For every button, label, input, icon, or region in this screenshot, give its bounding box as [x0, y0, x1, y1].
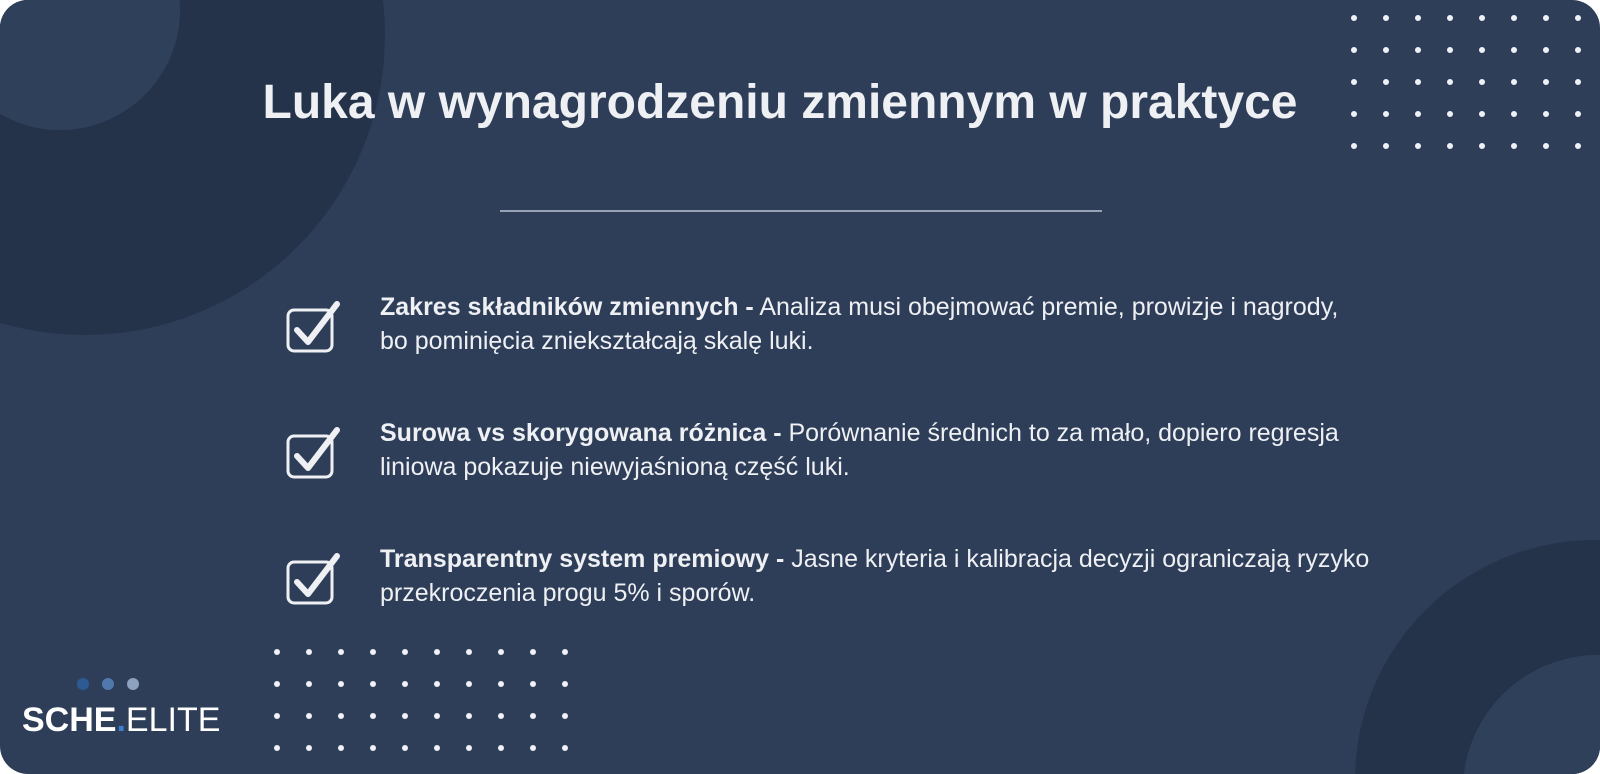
- decor-dot: [530, 745, 536, 751]
- checklist-item-description: Jasne kryteria i kalibracja decyzji ograniczają ryzyko przekroczenia progu 5% i sporów.: [380, 545, 1370, 607]
- decor-dot: [274, 745, 280, 751]
- checklist-item-text: [380, 416, 1370, 484]
- decor-dot: [1415, 111, 1421, 117]
- checklist-item: [285, 290, 1365, 416]
- decor-dot: [434, 745, 440, 751]
- decor-dot: [1575, 47, 1581, 53]
- decor-dot: [1351, 111, 1357, 117]
- decor-dot: [1543, 47, 1549, 53]
- decor-dot: [498, 745, 504, 751]
- decor-dot: [1543, 143, 1549, 149]
- decor-dot: [402, 745, 408, 751]
- title-divider: [500, 210, 1102, 212]
- decor-dot: [1543, 111, 1549, 117]
- decor-dot: [1479, 79, 1485, 85]
- decor-dot: [1415, 15, 1421, 21]
- checklist-item: [285, 416, 1365, 542]
- decor-dot: [274, 713, 280, 719]
- decor-dot: [1575, 143, 1581, 149]
- page-title: Luka w wynagrodzeniu zmiennym w praktyce: [262, 76, 1298, 129]
- decor-dot: [1575, 15, 1581, 21]
- checkbox-checked-icon: [285, 424, 343, 482]
- logo-part-1: SCHE: [22, 701, 117, 739]
- decor-dot: [1383, 143, 1389, 149]
- decor-dot: [1479, 111, 1485, 117]
- decor-dot: [1479, 47, 1485, 53]
- decor-dot: [338, 681, 344, 687]
- decor-dot: [274, 649, 280, 655]
- decor-dot: [1543, 79, 1549, 85]
- decor-dot: [1511, 111, 1517, 117]
- decor-dot: [1415, 47, 1421, 53]
- decor-dot: [1543, 15, 1549, 21]
- decor-dot: [1383, 111, 1389, 117]
- decor-dot: [562, 745, 568, 751]
- checklist: [285, 290, 1370, 668]
- decor-dot: [530, 681, 536, 687]
- logo-dot: [127, 678, 139, 690]
- decor-dot: [1511, 79, 1517, 85]
- logo-part-2: ELITE: [125, 701, 221, 739]
- logo-dot: [77, 678, 89, 690]
- decor-dot: [498, 681, 504, 687]
- checklist-item-description: Porównanie średnich to za mało, dopiero regresja liniowa pokazuje niewyjaśnioną część luki.: [380, 419, 1339, 481]
- decor-dot: [338, 713, 344, 719]
- checklist-item: [285, 542, 1370, 668]
- decor-dot: [370, 681, 376, 687]
- decor-dot: [1351, 79, 1357, 85]
- logo-wordmark: [22, 700, 220, 740]
- decor-dot: [466, 745, 472, 751]
- brand-logo: [22, 678, 262, 758]
- decor-dot: [466, 713, 472, 719]
- decor-dot: [306, 713, 312, 719]
- decor-dot: [434, 713, 440, 719]
- decor-dot: [1479, 15, 1485, 21]
- decor-dot: [1511, 15, 1517, 21]
- decor-dot: [1511, 47, 1517, 53]
- decor-dot: [338, 745, 344, 751]
- decor-dot: [1415, 79, 1421, 85]
- checklist-item-title: Zakres składników zmiennych -: [380, 293, 754, 321]
- decor-dot: [530, 713, 536, 719]
- decor-dot: [466, 681, 472, 687]
- decor-dot: [370, 713, 376, 719]
- logo-separator: .: [116, 701, 126, 739]
- decor-dot: [562, 713, 568, 719]
- logo-dot: [102, 678, 114, 690]
- checkbox-checked-icon: [285, 298, 343, 356]
- decor-dot: [370, 745, 376, 751]
- decor-dot: [1351, 47, 1357, 53]
- decor-dot: [1447, 143, 1453, 149]
- decor-dot: [1415, 143, 1421, 149]
- decor-dot: [274, 681, 280, 687]
- decor-dot: [306, 745, 312, 751]
- checklist-item-title: Surowa vs skorygowana różnica -: [380, 419, 782, 447]
- decor-dot: [1447, 47, 1453, 53]
- decor-dot: [1575, 111, 1581, 117]
- decor-dot: [1479, 143, 1485, 149]
- decor-dot: [1383, 15, 1389, 21]
- decor-dot: [498, 713, 504, 719]
- decor-dot: [562, 681, 568, 687]
- decor-dot: [1351, 15, 1357, 21]
- decor-dot: [434, 681, 440, 687]
- decor-dot: [1351, 143, 1357, 149]
- decor-dot: [1511, 143, 1517, 149]
- decor-dot: [402, 713, 408, 719]
- decor-dot: [1383, 79, 1389, 85]
- decor-dot: [1447, 15, 1453, 21]
- decor-dot: [1447, 111, 1453, 117]
- decor-dot: [1447, 79, 1453, 85]
- decor-dot: [1575, 79, 1581, 85]
- checklist-item-title: Transparentny system premiowy -: [380, 545, 785, 573]
- checklist-item-description: Analiza musi obejmować premie, prowizje i nagrody, bo pominięcia zniekształcają skalę luki.: [380, 293, 1339, 355]
- decor-dot: [306, 681, 312, 687]
- checkbox-checked-icon: [285, 550, 343, 608]
- checklist-item-text: [380, 290, 1370, 358]
- checklist-item-text: [380, 542, 1370, 610]
- decor-dot: [1383, 47, 1389, 53]
- decor-dot: [402, 681, 408, 687]
